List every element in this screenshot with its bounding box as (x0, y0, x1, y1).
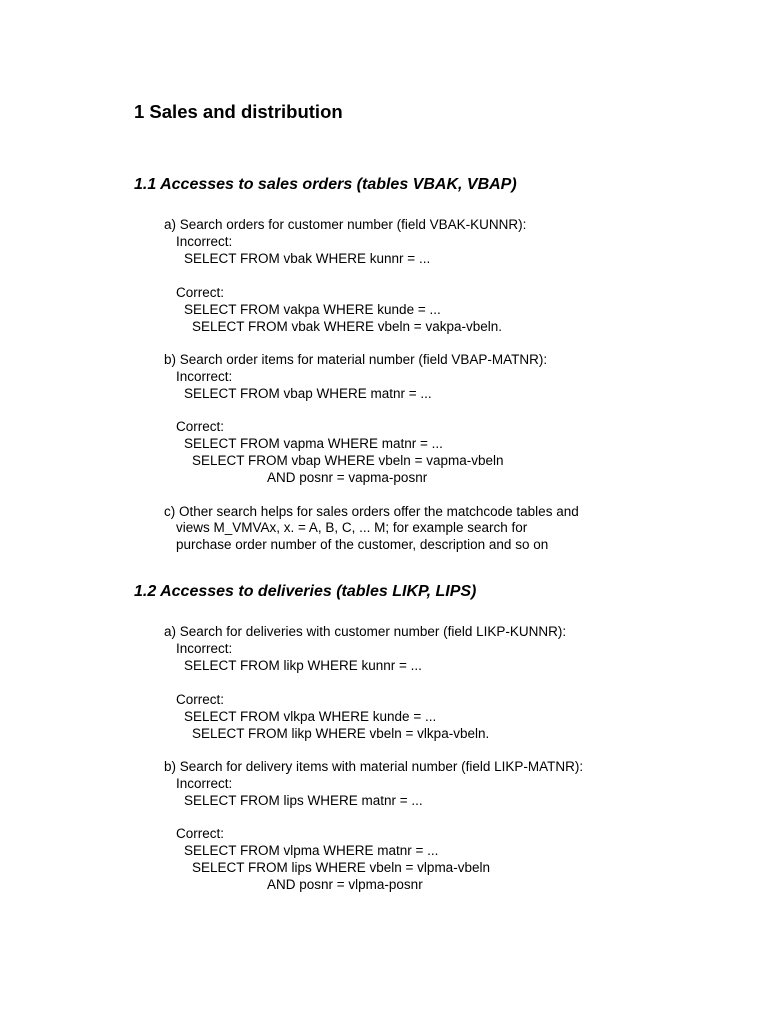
section-heading-1-1: 1.1 Accesses to sales orders (tables VBAK, VBAP) (134, 176, 517, 193)
s12-a-correct-code-2: SELECT FROM likp WHERE vbeln = vlkpa-vbeln. (192, 726, 490, 741)
page-title: 1 Sales and distribution (134, 101, 343, 122)
s11-a-correct-code-1: SELECT FROM vakpa WHERE kunde = ... (184, 302, 441, 317)
s12-b-correct-code-1: SELECT FROM vlpma WHERE matnr = ... (184, 843, 439, 858)
s11-c-line-3: purchase order number of the customer, description and so on (176, 537, 549, 552)
s11-b-incorrect-label: Incorrect: (176, 369, 233, 384)
s11-b-intro: b) Search order items for material number (field VBAP-MATNR): (164, 352, 548, 367)
s11-b-correct-code-2: SELECT FROM vbap WHERE vbeln = vapma-vbeln (192, 453, 504, 468)
s11-b-correct-code-3: AND posnr = vapma-posnr (267, 470, 428, 485)
s11-a-correct-label: Correct: (176, 285, 225, 300)
s12-a-incorrect-label: Incorrect: (176, 641, 233, 656)
s11-a-correct-code-2: SELECT FROM vbak WHERE vbeln = vakpa-vbeln. (192, 319, 502, 334)
section-heading-1-2: 1.2 Accesses to deliveries (tables LIKP, LIPS) (134, 583, 477, 600)
s11-a-intro: a) Search orders for customer number (field VBAK-KUNNR): (164, 217, 527, 232)
s12-a-correct-label: Correct: (176, 692, 225, 707)
s11-b-correct-code-1: SELECT FROM vapma WHERE matnr = ... (184, 436, 443, 451)
s12-b-incorrect-code: SELECT FROM lips WHERE matnr = ... (184, 793, 423, 808)
s12-a-incorrect-code: SELECT FROM likp WHERE kunnr = ... (184, 658, 422, 673)
s12-b-correct-code-2: SELECT FROM lips WHERE vbeln = vlpma-vbeln (192, 860, 490, 875)
s12-b-correct-label: Correct: (176, 826, 225, 841)
s11-c-line-2: views M_VMVAx, x. = A, B, C, ... M; for example search for (176, 520, 528, 535)
s12-a-intro: a) Search for deliveries with customer number (field LIKP-KUNNR): (164, 624, 567, 639)
s12-b-intro: b) Search for delivery items with material number (field LIKP-MATNR): (164, 759, 584, 774)
s11-b-incorrect-code: SELECT FROM vbap WHERE matnr = ... (184, 386, 432, 401)
s11-a-incorrect-label: Incorrect: (176, 234, 233, 249)
s11-a-incorrect-code: SELECT FROM vbak WHERE kunnr = ... (184, 251, 431, 266)
s12-b-correct-code-3: AND posnr = vlpma-posnr (267, 877, 423, 892)
s12-b-incorrect-label: Incorrect: (176, 776, 233, 791)
s11-c-line-1: c) Other search helps for sales orders offer the matchcode tables and (164, 504, 579, 519)
s11-b-correct-label: Correct: (176, 419, 225, 434)
s12-a-correct-code-1: SELECT FROM vlkpa WHERE kunde = ... (184, 709, 437, 724)
